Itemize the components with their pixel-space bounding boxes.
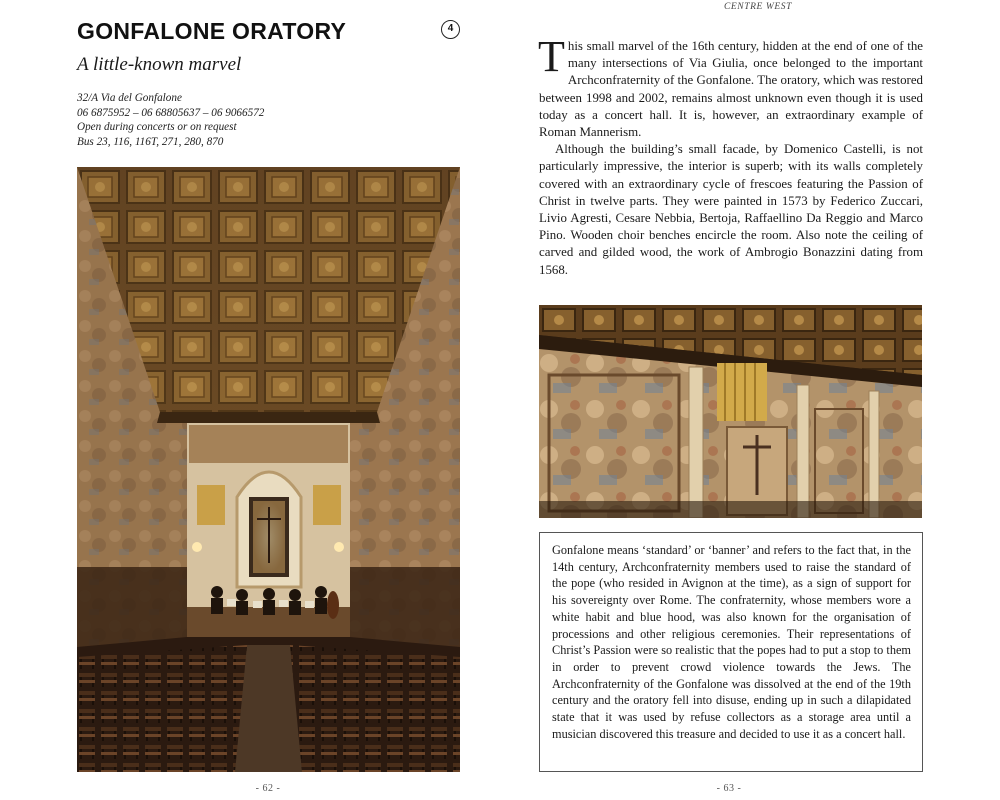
page-subtitle: A little-known marvel (77, 54, 242, 75)
practical-info (77, 91, 377, 149)
hours-line: Open during concerts or on request (77, 121, 237, 133)
page-title: GONFALONE ORATORY (77, 18, 347, 44)
page-number-right: - 63 - (716, 783, 742, 794)
drop-cap: T (538, 32, 565, 81)
page-number-left: - 62 - (255, 783, 281, 794)
oratory-interior-photo (77, 167, 460, 772)
address-line: 32/A Via del Gonfalone (77, 92, 182, 104)
second-paragraph: Although the building’s small facade, by Domenico Castelli, is not particularly impressive, the interior is superb; with its walls completely covered with an extraordinary cycle of frescoes featuring the Passion of Christ in twelve parts. They were painted in 1573 by Federico Zuccari, Livio Agresti, Cesare Nebbia, Bertoja, Raffaellino Da Reggio and Marco Pino. Wooden choir benches encircle the room. Also note the ceiling of carved and gilded wood, the work of Ambrogio Bonazzini dating from 1568. (539, 142, 923, 277)
fresco-wall-photo (539, 305, 922, 518)
sidebar-text: Gonfalone means ‘standard’ or ‘banner’ and refers to the fact that, in the 14th century, Archconfraternity members used to raise the standard of the pope (who resided in Avignon at the time), as a sign of support for his sovereignty over Rome. The confraternity, whose members wore a white habit and blue hood, was also known for the organisation of processions and other religious ceremonies. Their representations of Christ’s Passion were so realistic that the popes had to put a stop to them in order to prevent crowd violence towards the Jews. The Archconfraternity of the Gonfalone was dissolved at the end of the 19th century and the oratory fell into disuse, ending up in such a dilapidated state that it was used by refuse collectors as a storage area until a musician discovered this treasure and decided to use it as a concert hall. (552, 543, 911, 741)
running-head: CENTRE WEST (723, 2, 793, 12)
entry-number-badge: 4 (441, 20, 460, 39)
article-body (538, 32, 923, 279)
bus-line: Bus 23, 116, 116T, 271, 280, 870 (77, 135, 224, 148)
phone-line: 06 6875952 – 06 68805637 – 06 9066572 (77, 106, 265, 119)
sidebar-box (539, 532, 923, 772)
intro-text: his small marvel of the 16th century, hidden at the end of one of the many intersections of Via Giulia, once belonged to the important Archconfraternity of the Gonfalone. The oratory, which was restored between 1998 and 2002, remains almost unknown even though it is used today as a concert hall. It is, however, an extraordinary example of Roman Mannerism. (539, 39, 923, 140)
intro-paragraph (538, 32, 923, 141)
